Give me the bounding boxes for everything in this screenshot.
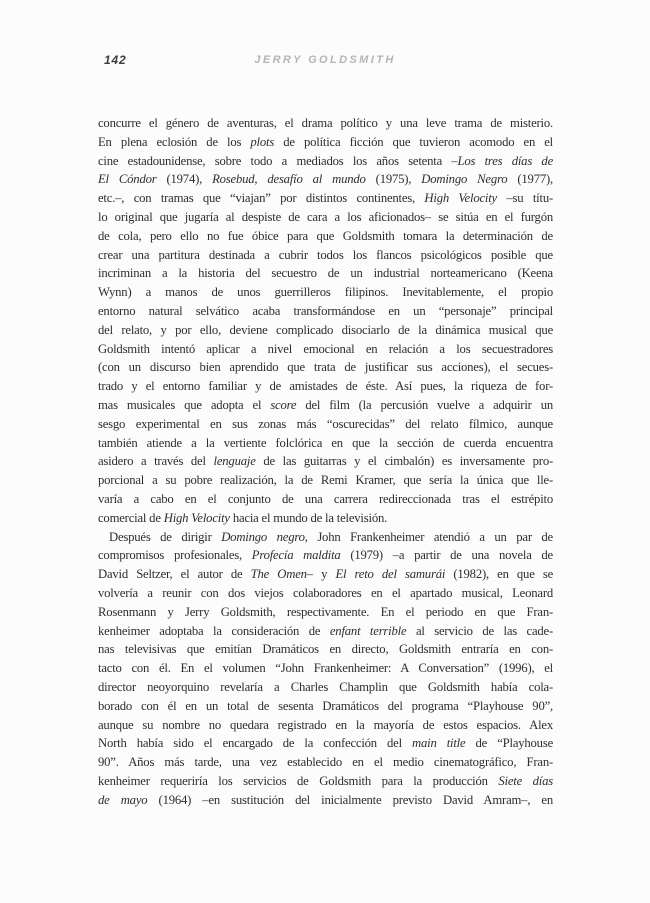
text-segment: director neoyorquino revelaría a Charles Champlin que Goldsmith había cola-	[98, 679, 553, 694]
text-segment: mas musicales que adopta el	[98, 397, 271, 412]
text-segment: crear una partitura destinada a cubrir todos los flancos psicológicos posible que	[98, 247, 553, 262]
text-line	[98, 170, 553, 189]
italic-text-segment: High Velocity	[163, 510, 230, 525]
text-segment: (con un discurso bien aprendido que trata de justificar sus acciones), el secues-	[98, 360, 553, 375]
text-line	[98, 509, 553, 528]
text-line	[98, 734, 553, 753]
italic-text-segment: Domingo Negro	[421, 172, 508, 187]
text-segment: (1979) –a partir de una novela de	[340, 548, 553, 563]
text-line	[98, 622, 553, 641]
text-line	[98, 603, 553, 622]
text-segment: hacia el mundo de la televisión.	[229, 510, 388, 525]
text-line	[98, 659, 553, 678]
text-line	[98, 791, 553, 810]
text-segment: nas televisivas que emitían Dramáticos en directo, Goldsmith entraría en con-	[98, 642, 553, 657]
text-segment: En plena eclosión de los	[98, 134, 251, 149]
running-title: JERRY GOLDSMITH	[254, 54, 396, 66]
italic-text-segment: Profecía maldita	[251, 548, 341, 563]
page-number: 142	[104, 53, 127, 67]
text-segment: sesgo experimental en sus zonas más “oscurecidas” del relato fílmico, aunque	[98, 416, 553, 431]
italic-text-segment: lenguaje	[213, 454, 256, 469]
text-segment: borado con él en un total de sesenta Dramáticos del programa “Playhouse 90”,	[98, 698, 553, 713]
text-segment: tacto con él. En el volumen “John Frankenheimer: A Conversation” (1996), el	[98, 661, 553, 676]
italic-text-segment: Siete días	[498, 773, 553, 788]
text-line	[98, 264, 553, 283]
italic-text-segment: enfant terrible	[329, 623, 407, 638]
text-segment: , John Frankenheimer atendió a un par de	[304, 529, 553, 544]
text-line	[98, 227, 553, 246]
text-line	[98, 452, 553, 471]
italic-text-segment: main title	[412, 736, 466, 751]
italic-text-segment: El Cóndor	[98, 172, 157, 187]
italic-text-segment: High Velocity	[424, 191, 497, 206]
italic-text-segment: El reto del samurái	[335, 567, 446, 582]
text-segment: –su títu-	[496, 191, 553, 206]
text-segment: de las guitarras y el cimbalón) es inversamente pro-	[255, 454, 553, 469]
text-segment: Goldsmith intentó aplicar a nivel emocional en relación a los secuestradores	[98, 341, 553, 356]
text-line	[98, 772, 553, 791]
text-line	[98, 133, 553, 152]
text-segment: aunque su nombre no quedara registrado en la mayoría de estos espacios. Alex	[98, 717, 553, 732]
text-line	[98, 565, 553, 584]
text-segment: del relato, y por ello, deviene complicado disociarlo de la dinámica musical que	[98, 322, 553, 337]
text-line	[98, 396, 553, 415]
text-line	[98, 189, 553, 208]
text-segment: kenheimer adoptaba la consideración de	[98, 623, 330, 638]
italic-text-segment: Los tres días de	[457, 153, 553, 168]
text-segment: (1964) –en sustitución del inicialmente previsto David Amram–, en	[147, 792, 553, 807]
text-line	[98, 697, 553, 716]
text-segment: de “Playhouse	[465, 736, 553, 751]
text-line	[98, 377, 553, 396]
text-segment: (1977),	[507, 172, 553, 187]
italic-text-segment: plots	[250, 134, 275, 149]
text-line	[98, 321, 553, 340]
text-line	[98, 358, 553, 377]
text-line	[98, 283, 553, 302]
text-segment: de cola, pero ello no fue óbice para que Goldsmith tomara la determinación de	[98, 228, 553, 243]
text-segment: al servicio de las cade-	[406, 623, 553, 638]
text-segment: entorno natural selvático acaba transformándose en un “personaje” principal	[98, 303, 553, 318]
text-line	[98, 716, 553, 735]
text-segment: David Seltzer, el autor de	[98, 567, 251, 582]
text-segment: comercial de	[98, 510, 164, 525]
text-line	[98, 753, 553, 772]
italic-text-segment: Rosebud, desafío al mundo	[212, 172, 366, 187]
text-line	[98, 434, 553, 453]
text-segment: – y	[306, 567, 336, 582]
text-segment: (1974),	[156, 172, 213, 187]
text-segment: Después de dirigir	[109, 529, 222, 544]
text-segment: (1975),	[365, 172, 422, 187]
text-segment: concurre el género de aventuras, el drama político y una leve trama de misterio.	[98, 116, 553, 130]
italic-text-segment: de mayo	[98, 792, 148, 807]
text-line	[98, 415, 553, 434]
text-segment: del film (la percusión vuelve a adquirir un	[296, 397, 553, 412]
text-line	[98, 208, 553, 227]
text-line	[98, 340, 553, 359]
text-segment: etc.–, con tramas que “viajan” por distintos continentes,	[98, 191, 425, 206]
text-line	[98, 490, 553, 509]
text-segment: compromisos profesionales,	[98, 548, 252, 563]
text-segment: kenheimer requeriría los servicios de Goldsmith para la producción	[98, 773, 499, 788]
text-line	[98, 114, 553, 133]
text-line	[98, 678, 553, 697]
text-segment: porcional a su pobre realización, la de Remi Kramer, que sería la única que lle-	[98, 473, 553, 488]
text-line	[98, 640, 553, 659]
text-segment: trado y el entorno familiar y de amistades de éste. Así pues, la riqueza de for-	[98, 379, 553, 394]
text-segment: 90”. Años más tarde, una vez establecido en el medio cinematográfico, Fran-	[98, 755, 553, 770]
text-line	[98, 528, 553, 547]
text-line	[98, 246, 553, 265]
text-segment: incriminan a la historia del secuestro de un industrial norteamericano (Keena	[98, 266, 553, 281]
text-line	[98, 302, 553, 321]
text-segment: de política ficción que tuvieron acomodo en el	[274, 134, 553, 149]
italic-text-segment: score	[270, 397, 297, 412]
text-segment: Rosenmann y Jerry Goldsmith, respectivamente. En el periodo en que Fran-	[98, 604, 553, 619]
text-segment: también atiende a la vertiente folclórica en que la sección de cuerda encuentra	[98, 435, 553, 450]
text-segment: lo original que jugaría al despiste de cara a los aficionados– se sitúa en el furgón	[98, 209, 553, 224]
text-line	[98, 546, 553, 565]
text-line	[98, 152, 553, 171]
italic-text-segment: The Omen	[250, 567, 307, 582]
text-segment: (1982), en que se	[445, 567, 553, 582]
text-segment: cine estadounidense, sobre todo a mediados los años setenta –	[98, 153, 458, 168]
text-line	[98, 471, 553, 490]
text-segment: North había sido el encargado de la confección del	[98, 736, 413, 751]
text-segment: volvería a reunir con dos viejos colaboradores en el apartado musical, Leonard	[98, 585, 553, 600]
text-segment: asidero a través del	[98, 454, 214, 469]
italic-text-segment: Domingo negro	[221, 529, 305, 544]
page-body	[98, 114, 553, 809]
text-line	[98, 584, 553, 603]
text-segment: Wynn) a manos de unos guerrilleros filipinos. Inevitablemente, el propio	[98, 285, 553, 300]
running-head	[0, 53, 650, 69]
text-segment: varía a cabo en el conjunto de una carrera redireccionada tras el estrépito	[98, 491, 553, 506]
